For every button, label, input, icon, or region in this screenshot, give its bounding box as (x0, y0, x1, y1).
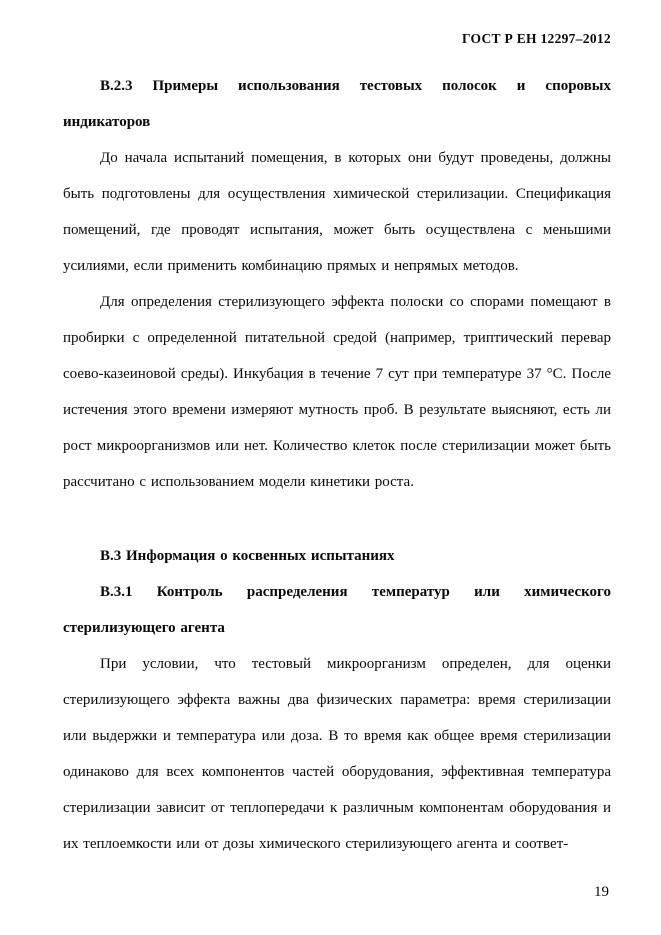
paragraph-b23-2: Для определения стерилизующего эффекта полоски со спорами помещают в пробирки с определенной питательной средой (например, триптический перевар соево-казеиновой среды). Инкубация в течение 7 сут при температуре 37 °С. После истечения этого времени измеряют мутность проб. В результате выясняют, есть ли рост микроорганизмов или нет. Количество клеток после стерилизации может быть рассчитано с использованием модели кинетики роста. (63, 294, 611, 490)
paragraph-b23-1: До начала испытаний помещения, в которых они будут проведены, должны быть подготовлены для осуществления химической стерилизации. Спецификация помещений, где проводят испытания, может быть осуществлена с меньшими усилиями, если применить комбинацию прямых и непрямых методов. (63, 150, 611, 274)
page-number: 19 (594, 884, 609, 900)
document-header-standard-number: ГОСТ Р ЕН 12297–2012 (461, 31, 611, 46)
section-heading-b3: В.3 Информация о косвенных испытаниях (100, 548, 395, 564)
paragraph-b31-1: При условии, что тестовый микроорганизм определен, для оценки стерилизующего эффекта важны два физических параметра: время стерилизации или выдержки и температура или доза. В то время как общее время стерилизации одинаково для всех компонентов частей оборудования, эффективная температура стерилизации зависит от теплопередачи к различным компонентам оборудования и их теплоемкости или от дозы химического стерилизующего агента и соответ- (63, 656, 611, 852)
section-heading-b31: В.3.1 Контроль распределения температур или химического стерилизующего агента (63, 584, 611, 636)
section-heading-b23: В.2.3 Примеры использования тестовых полосок и споровых индикаторов (63, 78, 611, 130)
